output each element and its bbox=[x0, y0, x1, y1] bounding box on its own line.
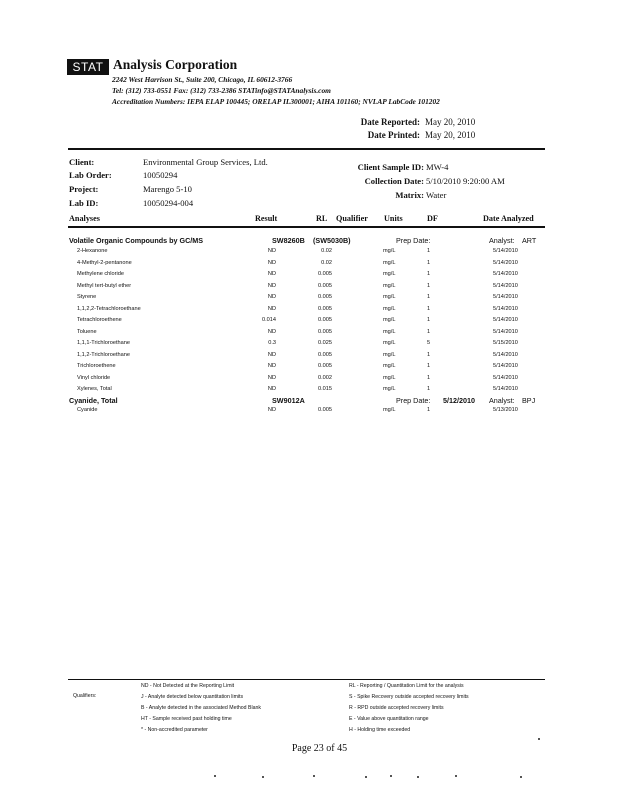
client-sample-id-value: MW-4 bbox=[426, 162, 449, 172]
date-reported-label: Date Reported: bbox=[360, 117, 420, 127]
units-cell: mg/L bbox=[383, 271, 396, 277]
collection-date-value: 5/10/2010 9:20:00 AM bbox=[426, 176, 505, 186]
table-row bbox=[0, 329, 639, 340]
voc-analyst-label: Analyst: bbox=[489, 236, 515, 245]
result-cell: 0.3 bbox=[268, 340, 276, 346]
cyanide-analyst-label: Analyst: bbox=[489, 396, 515, 405]
df-cell: 1 bbox=[427, 259, 431, 266]
footer-right-3: R - RPD outside accepted recovery limits bbox=[349, 705, 444, 711]
df-cell: 1 bbox=[427, 351, 431, 358]
client-sample-id-label: Client Sample ID: bbox=[357, 162, 424, 172]
rl-cell: 0.025 bbox=[318, 340, 332, 346]
rl-cell: 0.005 bbox=[318, 351, 332, 358]
rl-cell: 0.005 bbox=[318, 282, 332, 289]
date-analyzed-cell: 5/14/2010 bbox=[493, 305, 518, 312]
cyanide-analyst: BPJ bbox=[522, 396, 536, 405]
col-date-analyzed: Date Analyzed bbox=[483, 214, 534, 223]
df-cell: 1 bbox=[427, 294, 431, 300]
result-cell: ND bbox=[267, 363, 276, 369]
df-cell: 1 bbox=[427, 328, 431, 335]
units-cell: mg/L bbox=[383, 386, 396, 392]
company-contact: Tel: (312) 733-0551 Fax: (312) 733-2386 STATinfo@STATAnalysis.com bbox=[112, 86, 331, 95]
result-cell: ND bbox=[267, 271, 276, 277]
footer-left-1: ND - Not Detected at the Reporting Limit bbox=[141, 683, 235, 689]
cyanide-prep-date-label: Prep Date: bbox=[396, 396, 431, 405]
analyte-cell: Cyanide bbox=[77, 407, 98, 413]
result-cell: ND bbox=[267, 374, 276, 381]
table-row bbox=[0, 407, 639, 418]
scan-speck bbox=[417, 776, 419, 778]
date-printed-value: May 20, 2010 bbox=[425, 130, 476, 140]
result-cell: ND bbox=[267, 248, 276, 254]
col-df: DF bbox=[427, 214, 438, 223]
table-row bbox=[0, 248, 639, 259]
df-cell: 1 bbox=[427, 386, 431, 392]
voc-method: SW8260B bbox=[272, 236, 305, 245]
result-cell: ND bbox=[267, 386, 276, 392]
analyte-cell: Methyl tert-butyl ether bbox=[77, 282, 132, 289]
company-name: Analysis Corporation bbox=[113, 57, 238, 72]
analyte-cell: 1,1,1-Trichloroethane bbox=[77, 340, 130, 346]
result-cell: ND bbox=[267, 282, 276, 289]
result-cell: ND bbox=[267, 259, 276, 266]
df-cell: 1 bbox=[427, 271, 431, 277]
date-printed-label: Date Printed: bbox=[367, 130, 420, 140]
table-row bbox=[0, 363, 639, 374]
date-reported-value: May 20, 2010 bbox=[425, 117, 476, 127]
date-analyzed-cell: 5/14/2010 bbox=[493, 374, 518, 381]
rl-cell: 0.005 bbox=[318, 363, 332, 369]
footer-right-5: H - Holding time exceeded bbox=[349, 727, 411, 733]
project-label: Project: bbox=[69, 184, 99, 194]
df-cell: 1 bbox=[427, 248, 431, 254]
project-value: Marengo 5-10 bbox=[143, 184, 192, 194]
analyte-cell: 4-Methyl-2-pentanone bbox=[77, 259, 132, 266]
analyte-cell: 1,1,2,2-Tetrachloroethane bbox=[77, 305, 141, 312]
units-cell: mg/L bbox=[383, 374, 396, 381]
table-row bbox=[0, 271, 639, 282]
lab-order-value: 10050294 bbox=[143, 170, 178, 180]
client-label: Client: bbox=[69, 157, 95, 167]
result-cell: ND bbox=[267, 305, 276, 312]
analyte-cell: 2-Hexanone bbox=[77, 248, 108, 254]
date-analyzed-cell: 5/14/2010 bbox=[493, 294, 518, 300]
table-row bbox=[0, 375, 639, 386]
df-cell: 5 bbox=[427, 340, 431, 346]
header-rule bbox=[68, 148, 545, 150]
scan-speck bbox=[455, 775, 457, 777]
rl-cell: 0.005 bbox=[318, 294, 332, 300]
scan-speck bbox=[365, 776, 367, 778]
units-cell: mg/L bbox=[383, 328, 396, 335]
date-analyzed-cell: 5/14/2010 bbox=[493, 282, 518, 289]
col-analyses: Analyses bbox=[69, 214, 100, 223]
collection-date-label: Collection Date: bbox=[364, 176, 424, 186]
scan-speck bbox=[313, 775, 315, 777]
footer-left-4: HT - Sample received past holding time bbox=[141, 716, 232, 722]
voc-prep-method: (SW5030B) bbox=[313, 236, 351, 245]
date-analyzed-cell: 5/14/2010 bbox=[493, 248, 518, 254]
lab-id-value: 10050294-004 bbox=[143, 198, 194, 208]
units-cell: mg/L bbox=[383, 363, 396, 369]
voc-section-title: Volatile Organic Compounds by GC/MS bbox=[69, 236, 204, 245]
table-row bbox=[0, 260, 639, 271]
units-cell: mg/L bbox=[383, 259, 396, 266]
units-cell: mg/L bbox=[383, 407, 396, 413]
df-cell: 1 bbox=[427, 374, 431, 381]
date-analyzed-cell: 5/13/2010 bbox=[493, 407, 518, 413]
result-cell: ND bbox=[267, 351, 276, 358]
table-row bbox=[0, 283, 639, 294]
result-cell: 0.014 bbox=[262, 317, 276, 323]
rl-cell: 0.005 bbox=[318, 305, 332, 312]
lab-id-label: Lab ID: bbox=[69, 198, 99, 208]
date-analyzed-cell: 5/14/2010 bbox=[493, 317, 518, 323]
cyanide-section-title: Cyanide, Total bbox=[69, 396, 118, 405]
table-row bbox=[0, 317, 639, 328]
date-analyzed-cell: 5/14/2010 bbox=[493, 259, 518, 266]
footer-left-2: J - Analyte detected below quantitation limits bbox=[141, 694, 244, 700]
units-cell: mg/L bbox=[383, 317, 396, 323]
voc-analyst: ART bbox=[522, 236, 537, 245]
rl-cell: 0.005 bbox=[318, 271, 332, 277]
footer-left-5: * - Non-accredited parameter bbox=[141, 727, 208, 733]
units-cell: mg/L bbox=[383, 282, 396, 289]
analyte-cell: 1,1,2-Trichloroethane bbox=[77, 351, 130, 358]
rl-cell: 0.005 bbox=[318, 328, 332, 335]
matrix-value: Water bbox=[426, 190, 447, 200]
voc-prep-date-label: Prep Date: bbox=[396, 236, 431, 245]
date-analyzed-cell: 5/14/2010 bbox=[493, 351, 518, 358]
units-cell: mg/L bbox=[383, 340, 396, 346]
table-row bbox=[0, 340, 639, 351]
df-cell: 1 bbox=[427, 305, 431, 312]
date-analyzed-cell: 5/14/2010 bbox=[493, 363, 518, 369]
company-logo: STAT bbox=[67, 59, 109, 75]
date-analyzed-cell: 5/14/2010 bbox=[493, 386, 518, 392]
analyte-cell: Vinyl chloride bbox=[77, 374, 111, 381]
result-cell: ND bbox=[267, 328, 276, 335]
qualifiers-label: Qualifiers: bbox=[73, 693, 97, 699]
scan-speck bbox=[214, 775, 216, 777]
date-analyzed-cell: 5/14/2010 bbox=[493, 328, 518, 335]
analyte-cell: Toluene bbox=[77, 328, 97, 335]
scan-speck bbox=[390, 775, 392, 777]
company-address: 2242 West Harrison St., Suite 200, Chicago, IL 60612-3766 bbox=[112, 75, 293, 84]
footer-right-2: S - Spike Recovery outside accepted recovery limits bbox=[349, 694, 469, 700]
units-cell: mg/L bbox=[383, 248, 396, 254]
analyte-cell: Xylenes, Total bbox=[77, 386, 112, 392]
cyanide-method: SW9012A bbox=[272, 396, 305, 405]
company-accreditation: Accreditation Numbers: IEPA ELAP 100445; ORELAP IL300001; AIHA 101160; NVLAP LabCode 101202 bbox=[112, 97, 440, 106]
lab-order-label: Lab Order: bbox=[69, 170, 112, 180]
df-cell: 1 bbox=[427, 282, 431, 289]
df-cell: 1 bbox=[427, 407, 431, 413]
rl-cell: 0.02 bbox=[321, 259, 332, 266]
table-row bbox=[0, 306, 639, 317]
rl-cell: 0.002 bbox=[318, 374, 332, 381]
date-analyzed-cell: 5/15/2010 bbox=[493, 340, 518, 346]
units-cell: mg/L bbox=[383, 294, 396, 300]
page-number: Page 23 of 45 bbox=[291, 743, 348, 754]
footer-rule bbox=[68, 679, 545, 680]
col-rl: RL bbox=[316, 214, 328, 223]
col-units: Units bbox=[384, 214, 403, 223]
footer-right-4: E - Value above quantitation range bbox=[349, 716, 429, 722]
date-analyzed-cell: 5/14/2010 bbox=[493, 271, 518, 277]
df-cell: 1 bbox=[427, 317, 431, 323]
matrix-label: Matrix: bbox=[395, 190, 424, 200]
table-row bbox=[0, 294, 639, 305]
units-cell: mg/L bbox=[383, 305, 396, 312]
result-cell: ND bbox=[267, 407, 276, 413]
cyanide-prep-date: 5/12/2010 bbox=[443, 396, 475, 405]
result-cell: ND bbox=[267, 294, 276, 300]
table-header-rule bbox=[68, 226, 545, 228]
rl-cell: 0.005 bbox=[318, 407, 332, 413]
footer-left-3: B - Analyte detected in the associated Method Blank bbox=[141, 705, 261, 711]
units-cell: mg/L bbox=[383, 351, 396, 358]
analyte-cell: Trichloroethene bbox=[77, 363, 116, 369]
table-row bbox=[0, 352, 639, 363]
footer-right-1: RL - Reporting / Quantitation Limit for the analysis bbox=[349, 683, 464, 689]
rl-cell: 0.015 bbox=[318, 386, 332, 392]
client-value: Environmental Group Services, Ltd. bbox=[143, 157, 268, 167]
analyte-cell: Styrene bbox=[77, 294, 97, 300]
col-result: Result bbox=[255, 214, 278, 223]
rl-cell: 0.02 bbox=[321, 248, 332, 254]
scan-speck bbox=[262, 776, 264, 778]
df-cell: 1 bbox=[427, 363, 431, 369]
scan-speck bbox=[538, 738, 540, 740]
analyte-cell: Methylene chloride bbox=[77, 271, 124, 277]
scan-speck bbox=[520, 776, 522, 778]
rl-cell: 0.005 bbox=[318, 317, 332, 323]
analyte-cell: Tetrachloroethene bbox=[77, 317, 122, 323]
col-qualifier: Qualifier bbox=[336, 214, 368, 223]
